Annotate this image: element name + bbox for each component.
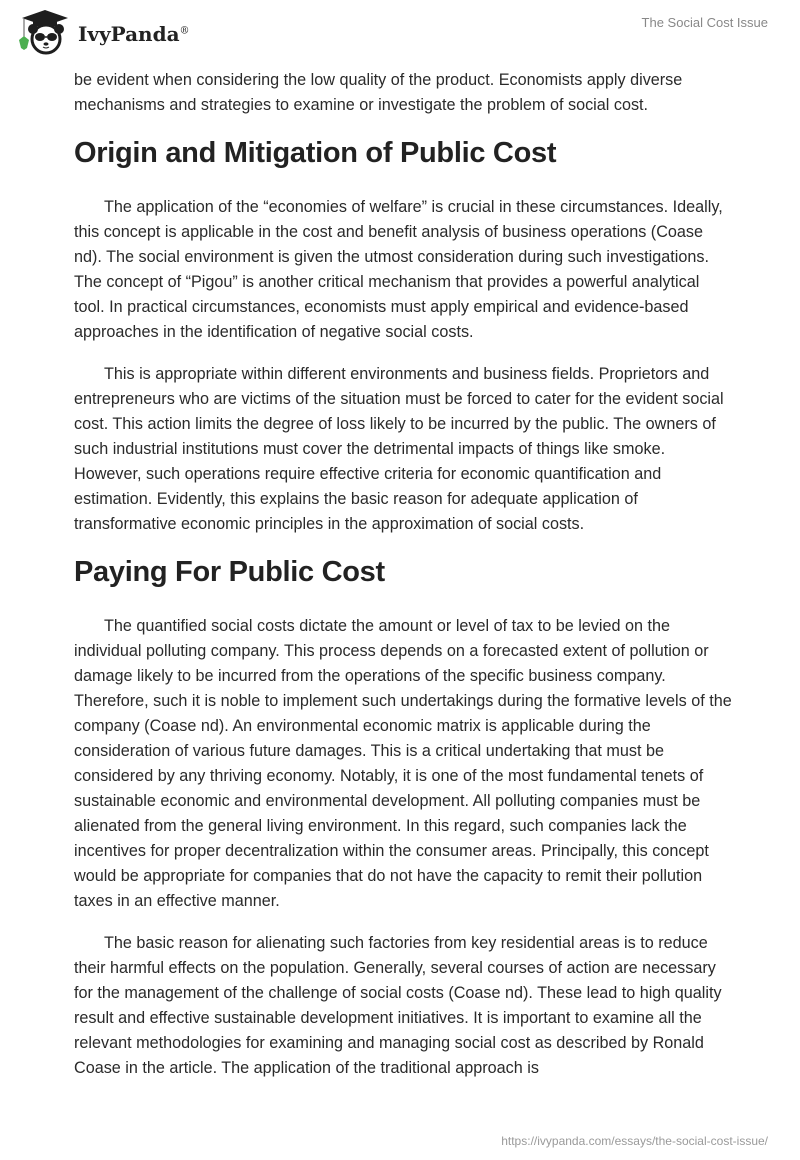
panda-graduate-icon bbox=[16, 8, 74, 56]
source-url[interactable]: https://ivypanda.com/essays/the-social-cost-issue/ bbox=[501, 1134, 768, 1148]
document-title: The Social Cost Issue bbox=[641, 15, 768, 30]
paragraph: This is appropriate within different environments and business fields. Proprietors and entrepreneurs who are victims of the situation must be forced to cater for the evident social cost. This action limits the degree of loss likely to be incurred by the public. The owners of such industrial institutions must cover the detrimental impacts of things like smoke. However, such operations require effective criteria for economic quantification and estimation. Evidently, this explains the basic reason for adequate application of transformative economic principles in the approximation of social costs. bbox=[74, 365, 724, 533]
section-heading-paying-public-cost: Paying For Public Cost bbox=[74, 556, 385, 588]
paragraph: The basic reason for alienating such factories from key residential areas is to reduce their harmful effects on the population. Generally, several courses of action are necessary for the management of the challenge of social costs (Coase nd). These lead to high quality result and effective sustainable development initiatives. It is important to examine all the relevant methodologies for examining and managing social cost as described by Ronald Coase in the article. The application of the traditional approach is bbox=[74, 934, 722, 1077]
paragraph: The application of the “economies of welfare” is crucial in these circumstances. Ideally, this concept is applicable in the cost and benefit analysis of business operations (Coase nd). The social environment is given the utmost consideration during such investigations. The concept of “Pigou” is another critical mechanism that provides a powerful analytical tool. In practical circumstances, economists must apply empirical and evidence-based approaches in the identification of negative social costs. bbox=[74, 198, 723, 341]
paragraph: The quantified social costs dictate the amount or level of tax to be levied on the individual polluting company. This process depends on a forecasted extent of pollution or damage likely to be incurred from the operations of the specific business company. Therefore, such it is noble to implement such undertakings during the formative levels of the company (Coase nd). An environmental economic matrix is applicable during the consideration of various future damages. This is a critical undertaking that must be considered by any thriving economy. Notably, it is one of the most fundamental tenets of sustainable economic and environmental development. All polluting companies must be alienated from the general living environment. In this regard, such companies lack the incentives for proper decentralization within the consumer areas. Principally, this concept would be appropriate for companies that do not have the capacity to remit their pollution taxes in an effective manner. bbox=[74, 617, 732, 910]
page-header bbox=[0, 0, 800, 60]
intro-paragraph: be evident when considering the low quality of the product. Economists apply diverse mechanisms and strategies to examine or investigate the problem of social cost. bbox=[74, 71, 683, 114]
logo-wordmark: IvyPanda bbox=[78, 22, 180, 46]
ivypanda-logo[interactable] bbox=[16, 8, 190, 56]
essay-content bbox=[74, 68, 734, 1098]
logo-text bbox=[78, 22, 190, 46]
registered-mark: ® bbox=[179, 25, 190, 37]
section-heading-origin-mitigation: Origin and Mitigation of Public Cost bbox=[74, 137, 557, 169]
